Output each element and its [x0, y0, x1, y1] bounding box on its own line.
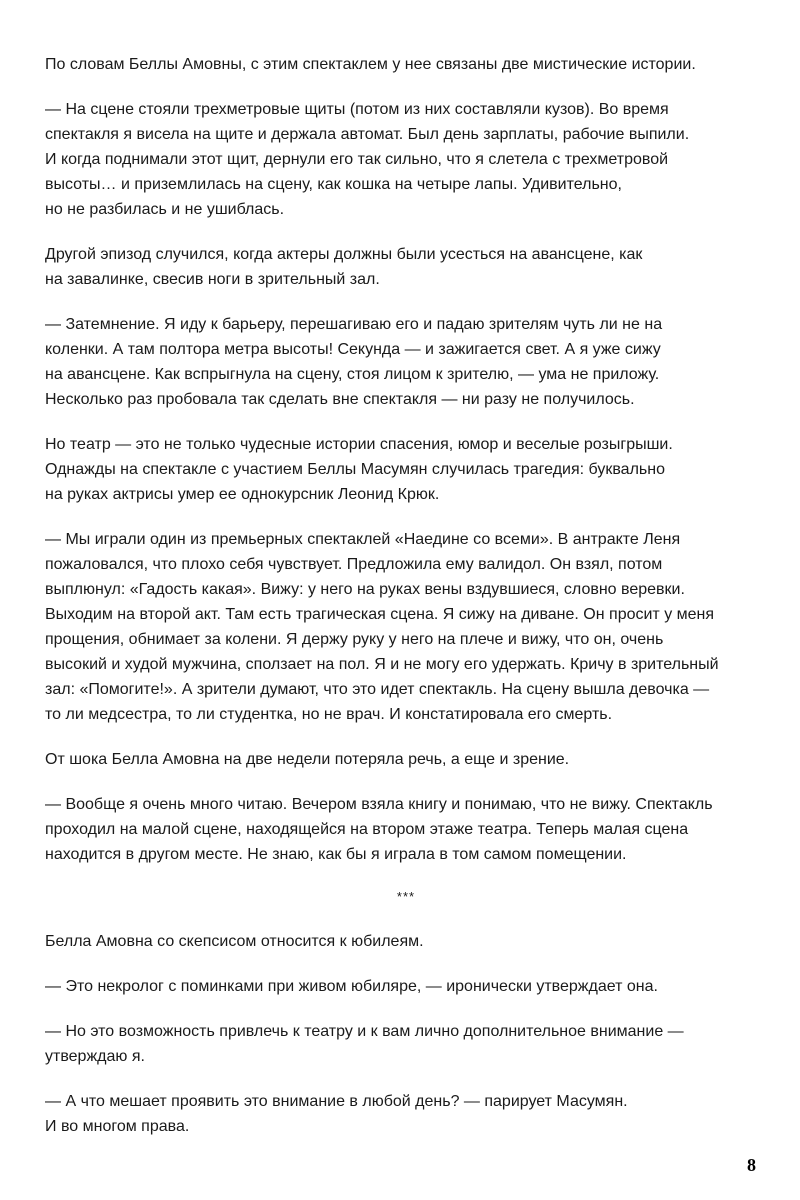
paragraph-quote-premiere: — Мы играли один из премьерных спектаклей «Наедине со всеми». В антракте Леня пожаловался, что плохо себя чувствует. Предложила ему валидол. Он взял, потом выплюнул: «Гадость какая». Вижу: у него на руках вены вздувшиеся, словно веревки. Выходим на второй акт. Там есть трагическая сцена. Я сижу на диване. Он просит у меня прощения, обнимает за колени. Я держу руку у него на плече и вижу, что он, очень высокий и худой мужчина, сползает на пол. Я и не могу его удержать. Кричу в зрительный зал: «Помогите!». А зрители думают, что это идет спектакль. На сцену вышла девочка — то ли медсестра, то ли студентка, но не врач. И констатировала его смерть. — [45, 531, 719, 723]
paragraph-quote-any-day: — А что мешает проявить это внимание в любой день? — парирует Масумян. И во многом права. — [45, 1093, 628, 1135]
paragraph-quote-attention: — Но это возможность привлечь к театру и к вам лично дополнительное внимание — утверждаю я. — [45, 1023, 684, 1065]
paragraph-shock: От шока Белла Амовна на две недели потеряла речь, а еще и зрение. — [45, 751, 570, 768]
section-separator: *** — [396, 889, 416, 904]
paragraph-tragedy-intro: Но театр — это не только чудесные истории спасения, юмор и веселые розыгрыши. Однажды на спектакле с участием Беллы Масумян случилась трагедия: буквально на руках актрисы умер ее однокурсник Леонид Крюк. — [45, 436, 673, 503]
page-number: 8 — [747, 1155, 756, 1175]
paragraph-jubilee: Белла Амовна со скепсисом относится к юбилеям. — [45, 933, 424, 950]
article-body — [45, 52, 767, 1159]
paragraph-quote-shields: — На сцене стояли трехметровые щиты (потом из них составляли кузов). Во время спектакля я висела на щите и держала автомат. Был день зарплаты, рабочие выпили. И когда поднимали этот щит, дернули его так сильно, что я слетела с трехметровой высоты… и приземлилась на сцену, как кошка на четыре лапы. Удивительно, но не разбилась и не ушиблась. — [45, 101, 690, 218]
paragraph-quote-reading: — Вообще я очень много читаю. Вечером взяла книгу и понимаю, что не вижу. Спектакль проходил на малой сцене, находящейся на втором этаже театра. Теперь малая сцена находится в другом месте. Не знаю, как бы я играла в том самом помещении. — [45, 796, 713, 863]
paragraph-quote-blackout: — Затемнение. Я иду к барьеру, перешагиваю его и падаю зрителям чуть ли не на коленки. А там полтора метра высоты! Секунда — и зажигается свет. А я уже сижу на авансцене. Как вспрыгнула на сцену, стоя лицом к зрителю, — ума не приложу. Несколько раз пробовала так сделать вне спектакля — ни разу не получилось. — [45, 316, 663, 408]
paragraph-second-episode: Другой эпизод случился, когда актеры должны были усесться на авансцене, как на завалинке, свесив ноги в зрительный зал. — [45, 246, 643, 288]
paragraph-intro: По словам Беллы Амовны, с этим спектаклем у нее связаны две мистические истории. — [45, 56, 696, 73]
paragraph-quote-obituary: — Это некролог с поминками при живом юбиляре, — иронически утверждает она. — [45, 978, 658, 995]
